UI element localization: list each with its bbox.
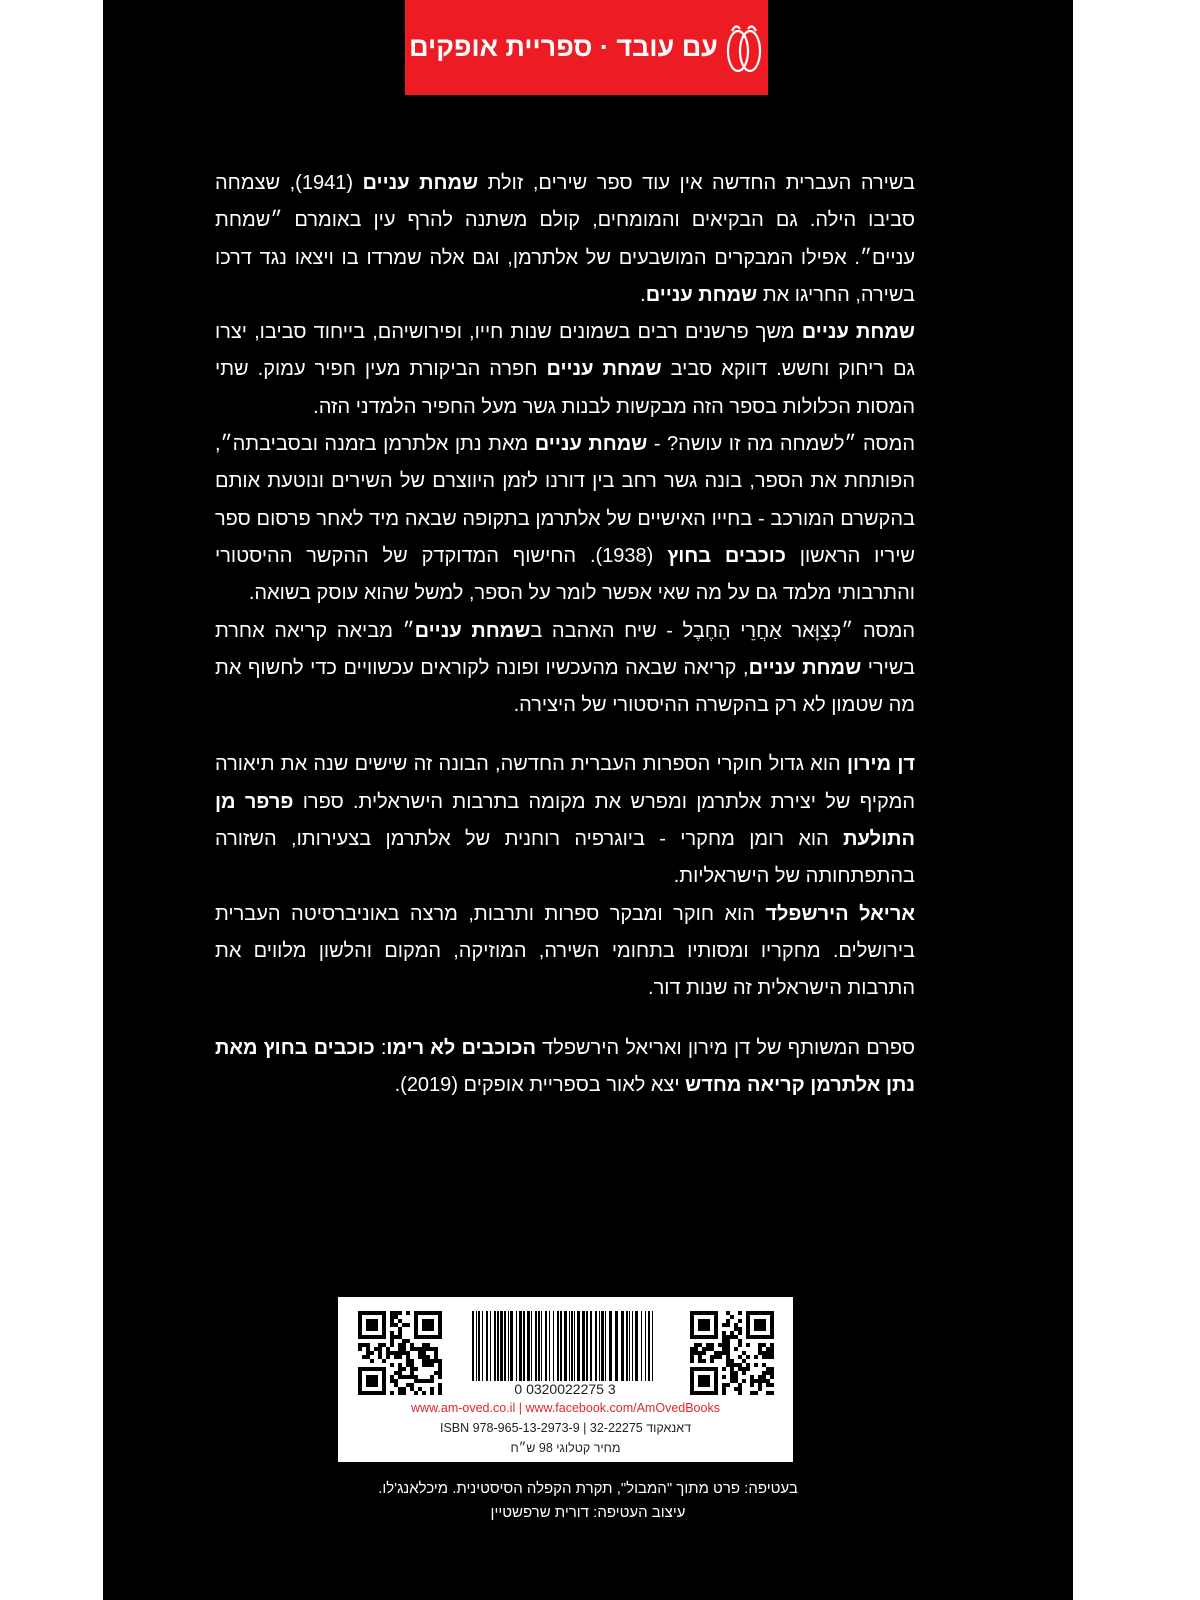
barcode-bar xyxy=(599,1311,600,1381)
book-back-cover xyxy=(103,0,1073,1600)
bold-title: שמחת עניים xyxy=(414,619,531,642)
barcode-bar xyxy=(549,1311,550,1381)
text-segment: הוא חוקר ומבקר ספרות ותרבות, מרצה באוניברסיטה העברית בירושלים. מחקריו ומסותיו בתחומי השירה, המוזיקה, המקום והלשון מלווים את התרבות הישראלית זה שנות דור. xyxy=(215,902,915,1000)
publisher-name: עם עובד · ספריית אופקים xyxy=(409,32,718,62)
barcode-bar xyxy=(516,1311,517,1381)
barcode-bar xyxy=(472,1311,474,1381)
bold-title: שמחת עניים xyxy=(546,358,662,381)
barcode-icon xyxy=(470,1311,660,1381)
bold-title: שמחת עניים xyxy=(362,172,479,194)
back-cover-blurb xyxy=(215,165,915,1104)
barcode-bar xyxy=(626,1311,628,1381)
barcode-bar xyxy=(535,1311,537,1381)
barcode-bar xyxy=(504,1311,506,1381)
barcode-bar xyxy=(538,1311,540,1381)
barcode-bar xyxy=(482,1311,483,1381)
text-segment: הוא רומן מחקרי - ביוגרפיה רוחנית של אלתרמן בצעירותו, השזורה בהתפתחותה של הישראליות. xyxy=(215,828,915,888)
text-segment: (1938). החישוף המדוקדק של ההקשר ההיסטורי והתרבותי מלמד גם על מה שאי אפשר לומר על הספר, למשל שהוא עוסק בשואה. xyxy=(215,544,915,605)
bold-title: שמחת עניים xyxy=(645,283,758,306)
bold-title: אריאל הירשפלד xyxy=(765,902,915,925)
barcode-bar xyxy=(476,1311,477,1381)
catalog-price: מחיר קטלוגי 98 ש״ח xyxy=(510,1441,621,1455)
barcode-bar xyxy=(557,1311,559,1381)
publisher-logo xyxy=(405,0,768,95)
barcode-bar xyxy=(545,1311,547,1381)
barcode-bar xyxy=(486,1311,488,1381)
publisher-links xyxy=(338,1401,793,1415)
text-segment: . xyxy=(640,283,646,306)
barcode-bar xyxy=(519,1311,522,1381)
blurb-paragraph xyxy=(215,314,915,426)
text-segment: ספרם המשותף של דן מירון ואריאל הירשפלד xyxy=(536,1036,915,1059)
barcode-bar xyxy=(497,1311,499,1381)
text-segment: בשירה העברית החדשה אין עוד ספר שירים, זולת xyxy=(478,172,915,194)
isbn: ISBN 978-965-13-2973-9 xyxy=(440,1421,580,1435)
barcode-bar xyxy=(531,1311,532,1381)
barcode-bar xyxy=(590,1311,592,1381)
barcode-bar xyxy=(609,1311,612,1381)
barcode-bar xyxy=(645,1311,646,1381)
barcode-bar xyxy=(494,1311,496,1381)
website-link[interactable]: www.am-oved.co.il xyxy=(411,1401,516,1415)
barcode-panel xyxy=(338,1297,793,1462)
bold-title: שמחת עניים xyxy=(801,321,915,344)
bold-title: הכוכבים לא רימו xyxy=(386,1036,536,1059)
blurb-paragraph xyxy=(215,426,915,612)
facebook-link[interactable]: www.facebook.com/AmOvedBooks xyxy=(525,1401,720,1415)
barcode-bar xyxy=(652,1311,653,1381)
blurb-paragraph xyxy=(215,1030,915,1105)
barcode-bar xyxy=(478,1311,480,1381)
blurb-paragraph xyxy=(215,746,915,895)
qr-code-icon[interactable] xyxy=(358,1311,442,1395)
barcode-bar xyxy=(601,1311,604,1381)
bold-title: שמחת עניים xyxy=(748,656,862,679)
barcode-bar xyxy=(553,1311,554,1381)
barcode-bar xyxy=(541,1311,542,1381)
barcode-bar xyxy=(648,1311,650,1381)
cover-art-credit: בעטיפה: פרט מתוך "המבול", תקרת הקפלה הסיסטינית. מיכלאנג'לו. xyxy=(378,1480,798,1497)
barcode-bar xyxy=(621,1311,624,1381)
barcode-bar xyxy=(595,1311,597,1381)
barcode-bar xyxy=(523,1311,525,1381)
bold-title: כוכבים בחוץ מאת נתן אלתרמן קריאה מחדש xyxy=(215,1036,915,1096)
barcode-bar xyxy=(582,1311,585,1381)
bold-title: דן מירון xyxy=(846,753,915,776)
catalog-code: דאנאקוד 32-22275 xyxy=(589,1421,691,1435)
barcode-bar xyxy=(632,1311,633,1381)
barcode-bar xyxy=(629,1311,630,1381)
cover-design-credit: עיצוב העטיפה: דורית שרפשטיין xyxy=(490,1504,686,1521)
text-segment: : xyxy=(374,1036,387,1059)
barcode-bar xyxy=(560,1311,562,1381)
barcode-bar xyxy=(577,1311,580,1381)
barcode-bar xyxy=(615,1311,618,1381)
barcode-bar xyxy=(635,1311,638,1381)
text-segment: ״ מביאה קריאה אחרת בשירי xyxy=(215,619,915,679)
barcode-bar xyxy=(641,1311,642,1381)
text-segment: , קריאה שבאה מהעכשיו ופונה לקוראים עכשוויים כדי לחשוף את מה שטמון לא רק בהקשרה ההיסטורי של היצירה. xyxy=(215,656,915,717)
barcode-bar xyxy=(490,1311,491,1381)
link-separator: | xyxy=(518,1401,522,1415)
text-segment: יצא לאור בספריית אופקים (2019). xyxy=(394,1073,686,1096)
bold-title: כוכבים בחוץ xyxy=(667,544,786,567)
blurb-paragraph xyxy=(215,613,915,725)
text-segment: הוא גדול חוקרי הספרות העברית החדשה, הבונה זה שישים שנה את תיאורה המקיף של יצירת אלתרמן ומפרש את מקומה בתרבות הישראלית. ספרו xyxy=(215,753,915,813)
barcode-bar xyxy=(586,1311,588,1381)
barcode-bar xyxy=(510,1311,513,1381)
blurb-paragraph xyxy=(215,896,915,1008)
text-segment: משך פרשנים רבים בשמונים שנות חייו, ופירושיהם, בייחוד סביבו, יצרו גם ריחוק וחשש. דווקא סביב xyxy=(215,321,916,381)
barcode-bar xyxy=(574,1311,575,1381)
isbn-line: ISBN 978-965-13-2973-9 | דאנאקוד 32-22275 xyxy=(440,1421,691,1435)
text-segment: (1941), שצמחה סביבו הילה. גם הבקיאים והמומחים, קולם משתנה להרף עין באומרם ״שמחת עניים״. אפילו המבקרים המושבעים של אלתרמן, וגם אלה שמרדו בו ויצאו נגד דרכו בשירה, החריגו את xyxy=(215,172,915,306)
text-segment: המסה ״כְּצַוָּאר אַחֲרֵי הַחֶבֶל - שיח האהבה ב xyxy=(530,619,915,642)
barcode-number: 0 0320022275 3 xyxy=(514,1381,616,1397)
barcode-bar xyxy=(508,1311,509,1381)
barcode-bar xyxy=(564,1311,567,1381)
text-segment: מאת נתן אלתרמן בזמנה ובסביבתה״, הפותחת את הספר, בונה גשר רחב בין דורנו לזמן היווצרם של השירים ונוטעת אותם בהקשרם המורכב - בחייו האישיים של אלתרמן בתקופה שבאה מיד לאחר פרסום ספר שיריו הראשון xyxy=(215,433,915,567)
barcode-bar xyxy=(569,1311,570,1381)
text-segment: חפרה הביקורת מעין חפיר עמוק. שתי המסות הכלולות בספר הזה מבקשות לבנות גשר מעל החפיר הלמדני הזה. xyxy=(215,358,915,418)
qr-code-icon[interactable] xyxy=(690,1311,774,1395)
barcode-bar xyxy=(527,1311,530,1381)
barcode-bar xyxy=(500,1311,503,1381)
blurb-paragraph xyxy=(215,165,915,314)
barcode-bar xyxy=(571,1311,573,1381)
bold-title: שמחת עניים xyxy=(534,433,648,456)
text-segment: המסה ״לשמחה מה זו עושה? - xyxy=(647,433,916,456)
bold-title: פרפר מן התולעת xyxy=(215,790,915,851)
am-oved-logo-icon xyxy=(724,19,764,77)
barcode-bar xyxy=(605,1311,606,1381)
